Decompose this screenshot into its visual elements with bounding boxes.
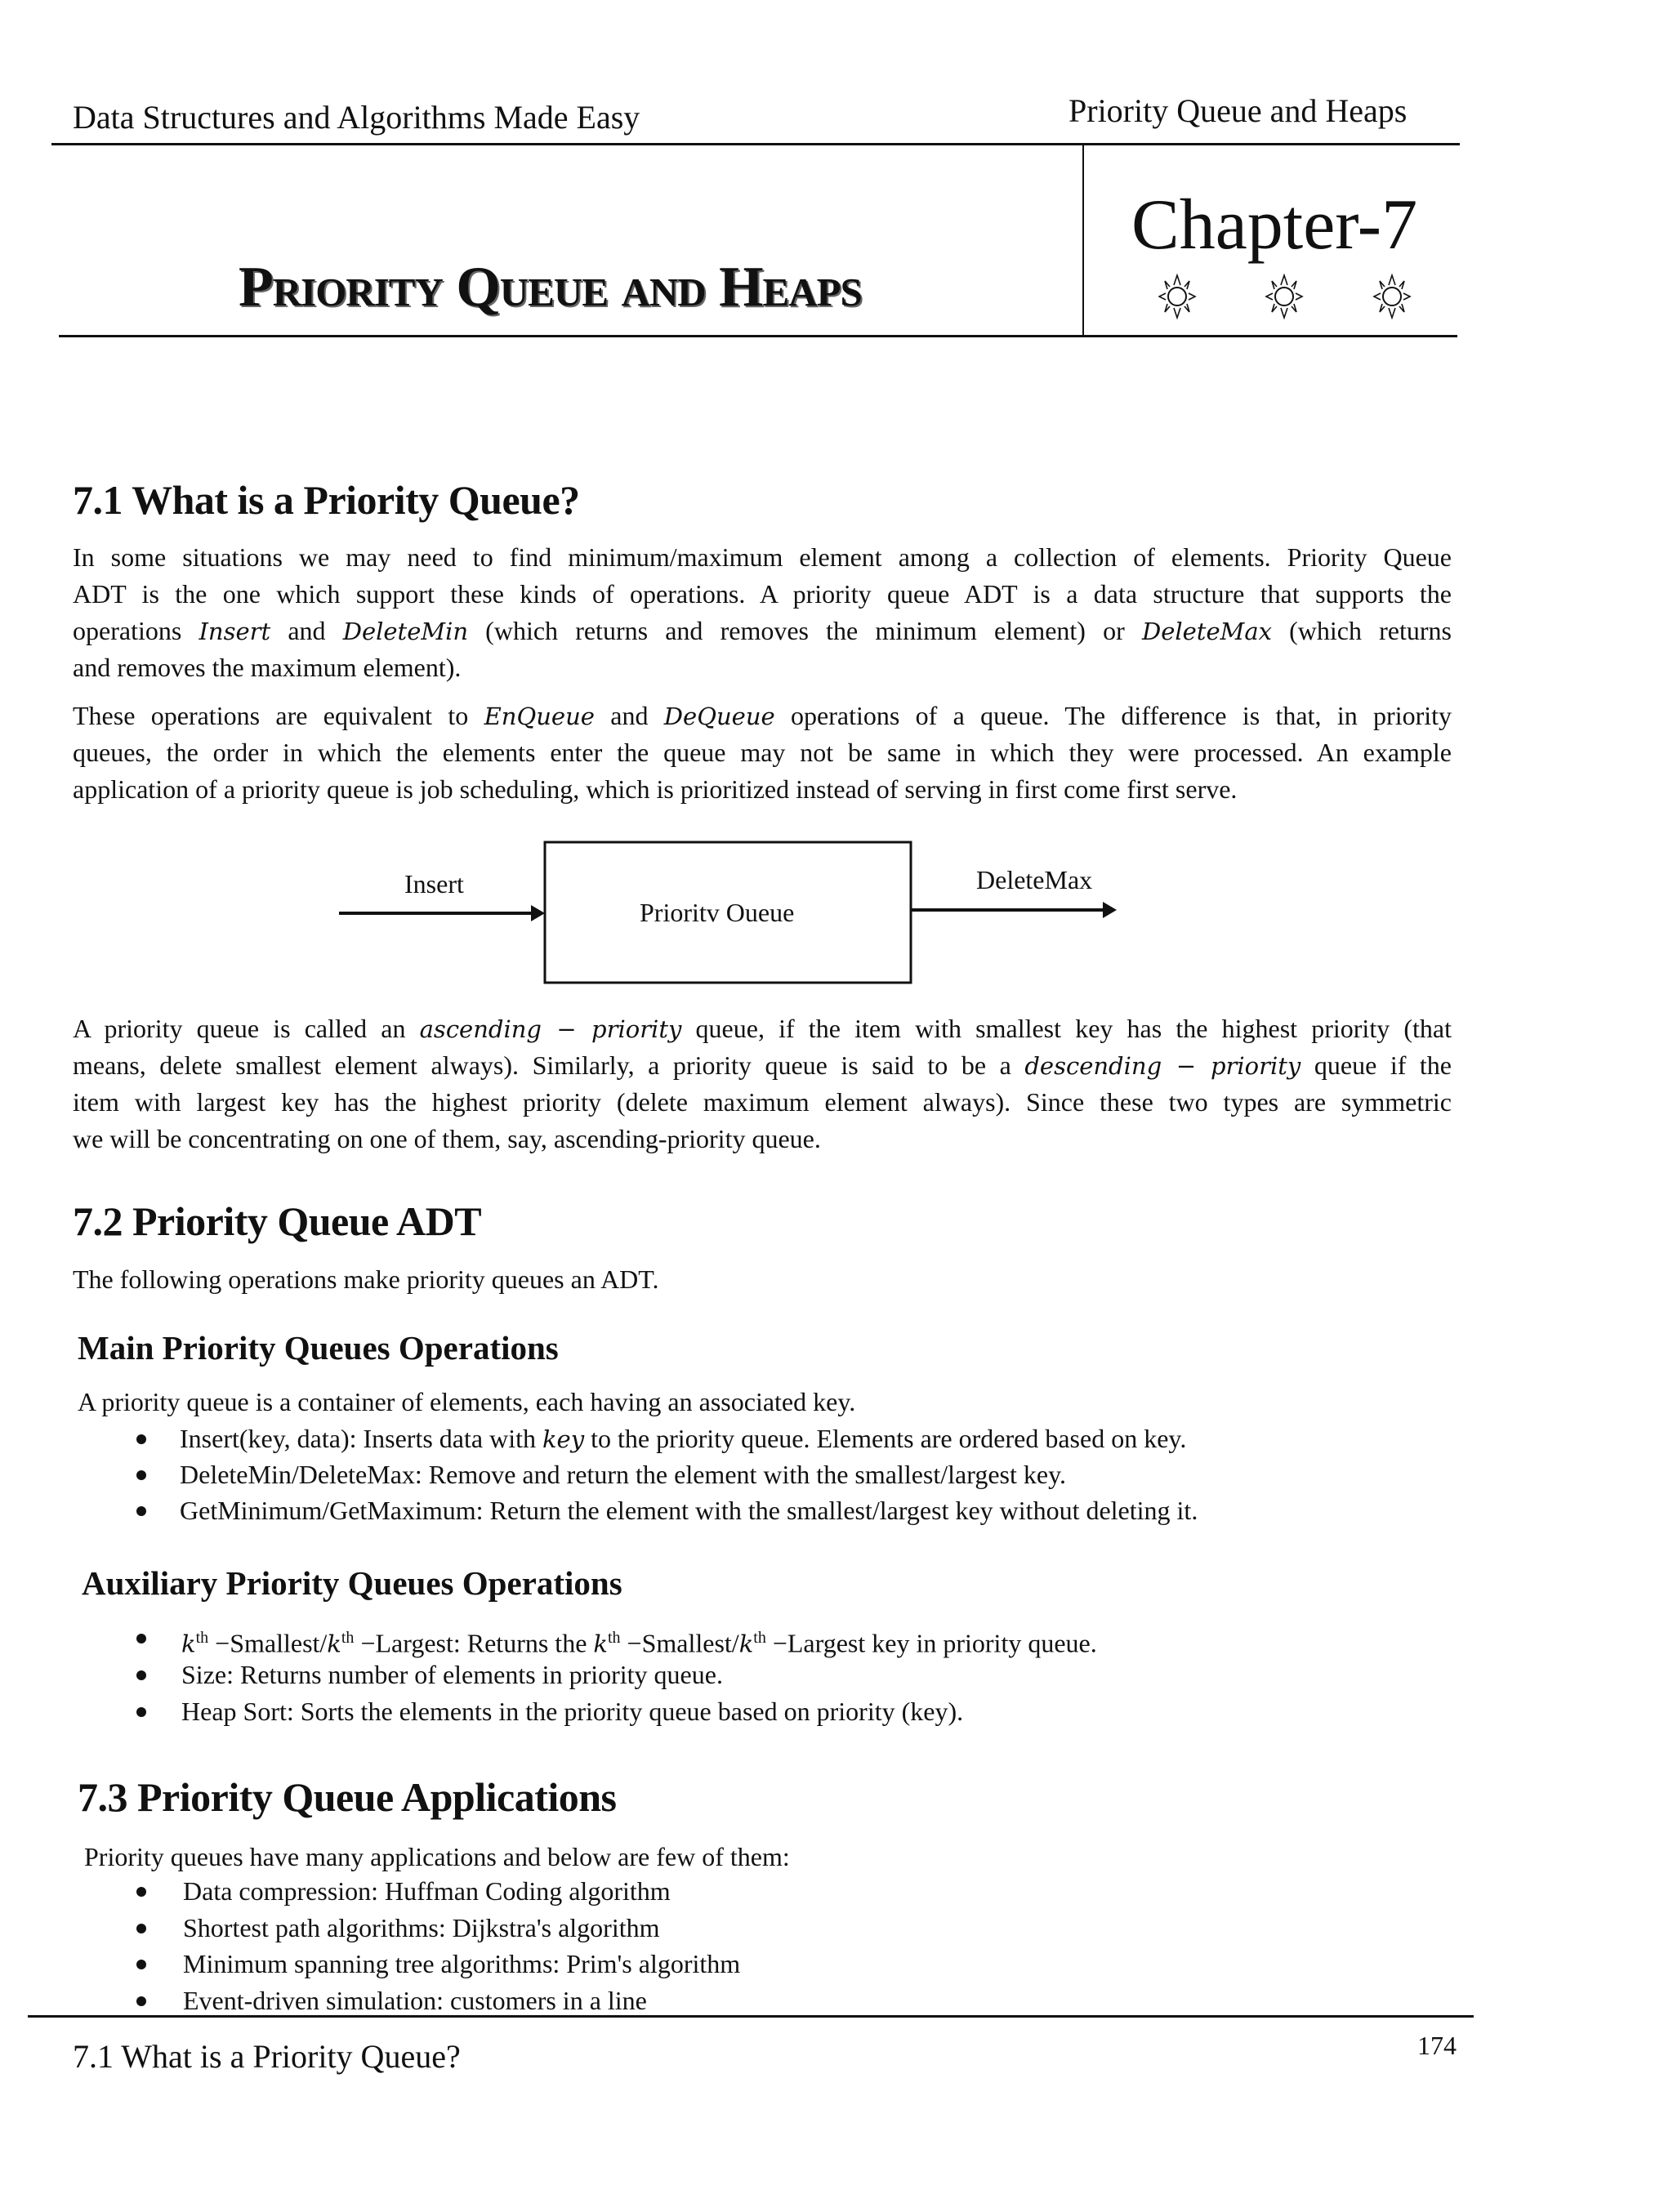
text-line: [73, 576, 1452, 613]
text-run: Data compression: Huffman Coding algorithm: [183, 1876, 671, 1906]
text-run: th: [341, 1629, 355, 1647]
bullet-icon: [136, 1996, 146, 2006]
text-run: (which returns: [1271, 616, 1452, 645]
text-run: to the priority queue. Elements are ordered based on key.: [584, 1424, 1187, 1453]
text-run: Size: Returns number of elements in priority queue.: [181, 1660, 723, 1689]
list-item: [183, 1910, 659, 1947]
list-item: [181, 1693, 963, 1730]
section-heading-7-1: 7.1 What is a Priority Queue?: [73, 477, 580, 523]
text-line: [73, 1121, 1452, 1157]
text-line: [73, 613, 1452, 649]
paragraph-enqueue-dequeue: [73, 698, 1452, 808]
text-run: In some situations we may need to find minimum/maximum element among a collection of elements. Priority Queue: [73, 542, 1452, 572]
banner-divider: [1082, 145, 1084, 337]
section-heading-7-2: 7.2 Priority Queue ADT: [73, 1198, 482, 1244]
text-run: These operations are equivalent to: [73, 701, 484, 730]
header-rule: [51, 143, 1460, 145]
text-run: −Largest key in priority queue.: [765, 1628, 1097, 1658]
text-run: Event-driven simulation: customers in a line: [183, 1985, 647, 2015]
sun-icon: [1159, 275, 1195, 318]
adt-intro: The following operations make priority queues an ADT.: [73, 1264, 659, 1294]
italic-term: descending − priority: [1024, 1052, 1301, 1080]
text-run: A priority queue is called an: [73, 1014, 420, 1043]
deletemax-arrow: [911, 902, 1117, 918]
text-run: th: [753, 1629, 766, 1647]
italic-term: key: [542, 1425, 585, 1453]
italic-term: DeleteMin: [342, 618, 469, 645]
text-run: th: [195, 1629, 209, 1647]
text-run: −Largest: Returns the: [354, 1628, 594, 1658]
list-item: [180, 1420, 1186, 1457]
sun-icon: [1374, 275, 1410, 318]
footer-section-title: 7.1 What is a Priority Queue?: [73, 2038, 461, 2075]
text-run: operations of a queue. The difference is that, in priority: [774, 701, 1452, 730]
text-line: [73, 539, 1452, 576]
list-item: [180, 1492, 1198, 1529]
list-item: [180, 1456, 1066, 1493]
text-line: [73, 698, 1452, 734]
text-run: queue, if the item with smallest key has the highest priority (that: [681, 1014, 1452, 1043]
italic-term: EnQueue: [484, 702, 595, 730]
text-run: −Smallest/: [208, 1628, 328, 1658]
bullet-icon: [136, 1924, 146, 1933]
bullet-icon: [136, 1470, 146, 1480]
text-run: and: [594, 701, 664, 730]
chapter-ornaments: [1158, 274, 1420, 319]
italic-term: k: [593, 1630, 608, 1658]
italic-term: DeleteMax: [1141, 618, 1272, 645]
bullet-icon: [136, 1634, 146, 1643]
list-item: [181, 1657, 723, 1693]
chapter-label: Chapter-7: [1131, 185, 1418, 265]
text-run: and removes the maximum element).: [73, 653, 462, 682]
subheading-main-operations: Main Priority Queues Operations: [78, 1329, 559, 1367]
text-line: [73, 771, 1452, 808]
italic-term: ascending − priority: [419, 1015, 682, 1043]
text-line: [73, 734, 1452, 771]
text-line: [73, 1010, 1452, 1047]
text-run: queues, the order in which the elements enter the queue may not be same in which they were processed. An example: [73, 738, 1452, 767]
text-run: ADT is the one which support these kinds of operations. A priority queue ADT is a data structure that supports the: [73, 579, 1452, 609]
text-run: GetMinimum/GetMaximum: Return the element with the smallest/largest key without deleting it.: [180, 1496, 1198, 1525]
priority-queue-diagram: [327, 833, 1144, 997]
bullet-icon: [136, 1434, 146, 1444]
bullet-icon: [136, 1887, 146, 1897]
running-header-chapter-title: Priority Queue and Heaps: [1068, 92, 1408, 129]
italic-term: k: [181, 1630, 196, 1658]
italic-term: k: [327, 1630, 341, 1658]
deletemax-label: DeleteMax: [976, 865, 1093, 894]
text-run: Minimum spanning tree algorithms: Prim's algorithm: [183, 1949, 741, 1978]
bullet-icon: [136, 1506, 146, 1516]
applications-intro: Priority queues have many applications and below are few of them:: [84, 1842, 790, 1871]
italic-term: DeQueue: [663, 702, 775, 730]
paragraph-definition: [73, 539, 1452, 686]
chapter-title: Priority Queue and Heaps: [239, 256, 862, 319]
section-heading-7-3: 7.3 Priority Queue Applications: [78, 1774, 617, 1820]
subheading-auxiliary-operations: Auxiliary Priority Queues Operations: [82, 1564, 622, 1602]
insert-label: Insert: [404, 869, 464, 899]
bullet-icon: [136, 1707, 146, 1717]
text-run: we will be concentrating on one of them, say, ascending-priority queue.: [73, 1124, 821, 1153]
text-run: th: [607, 1629, 621, 1647]
italic-term: k: [738, 1630, 754, 1658]
text-line: [73, 1084, 1452, 1121]
list-item: [183, 1946, 740, 1982]
sun-icon: [1266, 275, 1302, 318]
priority-queue-label: Prioritv Oueue: [640, 898, 795, 927]
text-run: application of a priority queue is job scheduling, which is prioritized instead of serving in first come first serve.: [73, 774, 1238, 804]
text-run: means, delete smallest element always). Similarly, a priority queue is said to be a: [73, 1050, 1025, 1080]
list-item: [181, 1620, 1097, 1657]
main-operations-intro: A priority queue is a container of elements, each having an associated key.: [78, 1387, 856, 1416]
text-run: item with largest key has the highest priority (delete maximum element always). Since these two types are symmetric: [73, 1087, 1452, 1117]
text-run: Shortest path algorithms: Dijkstra's algorithm: [183, 1912, 660, 1942]
text-run: and: [270, 616, 343, 645]
text-run: DeleteMin/DeleteMax: Remove and return the element with the smallest/largest key.: [180, 1460, 1066, 1489]
text-run: Insert(key, data): Inserts data with: [180, 1424, 542, 1453]
insert-arrow: [339, 905, 545, 921]
bullet-icon: [136, 1670, 146, 1680]
text-line: [73, 649, 1452, 686]
text-run: operations: [73, 616, 199, 645]
text-line: [73, 1047, 1452, 1084]
list-item: [183, 1982, 647, 2019]
banner-rule: [59, 335, 1457, 337]
bullet-icon: [136, 1960, 146, 1969]
text-run: −Smallest/: [620, 1628, 739, 1658]
paragraph-ascending-descending: [73, 1010, 1452, 1157]
page-number: 174: [1417, 2031, 1457, 2060]
list-item: [183, 1873, 671, 1910]
italic-term: Insert: [199, 618, 271, 645]
text-run: (which returns and removes the minimum element) or: [468, 616, 1142, 645]
text-run: Heap Sort: Sorts the elements in the priority queue based on priority (key).: [181, 1697, 964, 1726]
text-run: queue if the: [1300, 1050, 1452, 1080]
running-header-book-title: Data Structures and Algorithms Made Easy: [73, 99, 640, 136]
